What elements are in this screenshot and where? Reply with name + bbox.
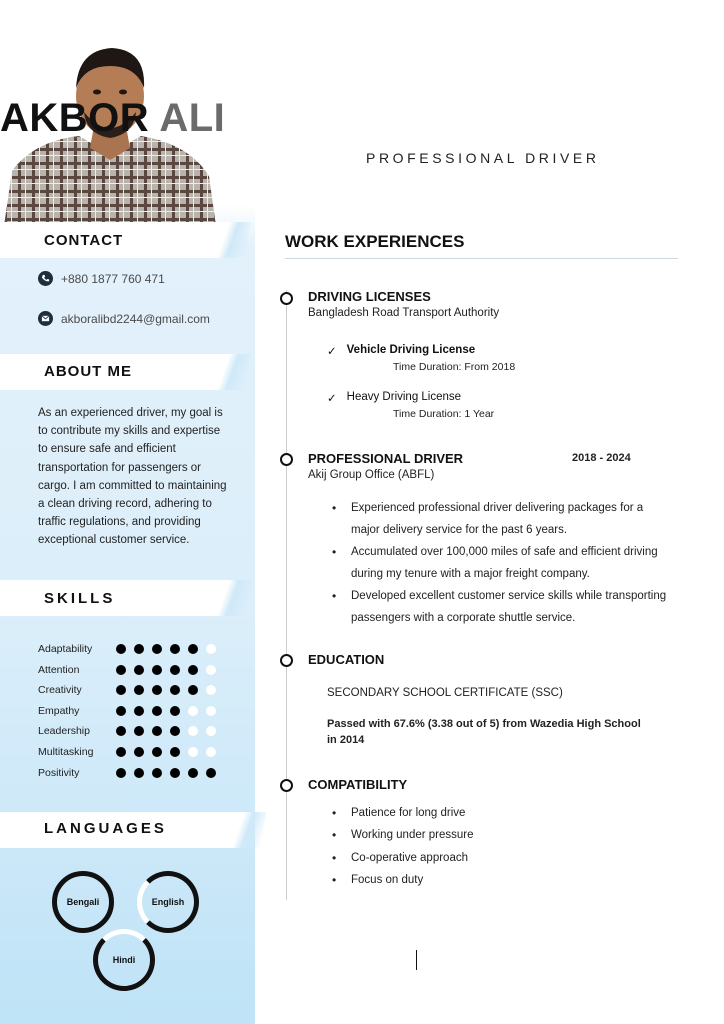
skill-row [38,641,228,657]
list-item: • Focus on duty [329,869,629,891]
education-degree: SECONDARY SCHOOL CERTIFICATE (SSC) [327,687,563,699]
rating-dot-empty [188,726,198,736]
rating-dot-filled [188,685,198,695]
rating-dot-filled [116,685,126,695]
email-address: akboralibd2244@gmail.com [61,311,210,326]
rating-dot-filled [152,726,162,736]
compatibility-heading: COMPATIBILITY [308,777,408,792]
skill-rating [116,665,216,675]
check-icon: ✓ [327,393,337,405]
job-dates: 2018 - 2024 [572,452,631,464]
list-item: • Working under pressure [329,824,629,846]
skill-rating [116,706,216,716]
contact-heading: CONTACT [44,232,124,249]
timeline-marker [280,292,293,305]
skill-row [38,703,228,719]
rating-dot-filled [152,665,162,675]
skill-name: Multitasking [38,746,94,758]
rating-dot-filled [188,768,198,778]
education-year: in 2014 [327,734,365,746]
rating-dot-filled [170,665,180,675]
rating-dot-empty [206,726,216,736]
about-heading: ABOUT ME [44,363,132,380]
job-bullets [329,497,669,629]
rating-dot-empty [188,747,198,757]
job-company: Akij Group Office (ABFL) [308,469,435,481]
skill-name: Leadership [38,725,90,738]
license-name: Vehicle Driving License [346,344,476,356]
languages-heading: LANGUAGES [44,820,167,837]
text-cursor [416,950,417,970]
rating-dot-empty [188,706,198,716]
rating-dot-filled [116,747,126,757]
license-duration: Time Duration: 1 Year [393,408,495,420]
timeline-marker [280,779,293,792]
skill-name: Attention [38,663,80,676]
rating-dot-filled [134,665,144,675]
language-label: Bengali [66,897,100,907]
rating-dot-filled [134,747,144,757]
skill-rating [116,685,216,695]
rating-dot-filled [134,685,144,695]
email-row [38,311,210,326]
license-duration: Time Duration: From 2018 [393,361,516,373]
rating-dot-filled [170,644,180,654]
education-heading: EDUCATION [308,652,385,667]
language-circle-english [137,871,199,933]
check-icon: ✓ [327,346,337,358]
phone-row [38,271,165,286]
rating-dot-filled [134,706,144,716]
language-label: English [151,897,185,907]
rating-dot-filled [116,644,126,654]
divider [285,258,678,259]
rating-dot-empty [206,685,216,695]
skill-row [38,765,228,781]
language-circle-hindi [93,929,155,991]
rating-dot-filled [116,665,126,675]
language-label: Hindi [112,955,136,965]
rating-dot-filled [170,747,180,757]
skill-rating [116,644,216,654]
rating-dot-filled [152,644,162,654]
rating-dot-filled [152,685,162,695]
licenses-heading: DRIVING LICENSES [308,289,431,304]
rating-dot-filled [170,706,180,716]
list-item: • Developed excellent customer service skills while transporting passengers with a corporate shuttle service. [329,585,669,629]
skill-rating [116,726,216,736]
rating-dot-filled [116,706,126,716]
language-circle-bengali [52,871,114,933]
name [0,96,724,141]
list-item: • Patience for long drive [329,802,629,824]
skill-name: Positivity [38,766,80,779]
skill-row [38,662,228,678]
list-item: • Experienced professional driver delivering packages for a major delivery service for the past 6 years. [329,497,669,541]
rating-dot-filled [188,665,198,675]
skill-row [38,723,228,739]
about-text: As an experienced driver, my goal is to contribute my skills and expertise to ensure safe and efficient transportation for passengers or cargo. I am committed to maintaining a clean driving record, adhering to traffic regulations, and providing exceptional customer service. [38,407,227,547]
education-result: Passed with 67.6% (3.38 out of 5) from Wazedia High School [327,718,641,730]
skill-name: Empathy [38,704,80,717]
timeline-line [286,290,287,900]
license-item [327,391,461,405]
skill-row [38,744,228,760]
list-item: • Accumulated over 100,000 miles of safe and efficient driving during my tenure with a major freight company. [329,541,669,585]
rating-dot-filled [188,644,198,654]
rating-dot-filled [206,768,216,778]
rating-dot-filled [134,726,144,736]
timeline-marker [280,453,293,466]
skill-rating [116,768,216,778]
licenses-authority: Bangladesh Road Transport Authority [308,307,500,319]
rating-dot-empty [206,706,216,716]
rating-dot-filled [152,747,162,757]
skills-heading: SKILLS [44,590,116,607]
rating-dot-filled [152,706,162,716]
rating-dot-filled [170,685,180,695]
rating-dot-empty [206,747,216,757]
list-item: • Co-operative approach [329,847,629,869]
license-item [327,344,475,358]
first-name: AKBOR [0,96,150,140]
rating-dot-empty [206,644,216,654]
phone-icon [38,271,53,286]
skill-rating [116,747,216,757]
rating-dot-empty [206,665,216,675]
skill-name: Adaptability [38,643,93,655]
job-title: PROFESSIONAL DRIVER [366,150,600,166]
email-icon [38,311,53,326]
last-name: ALI [159,96,226,140]
rating-dot-filled [134,644,144,654]
timeline-marker [280,654,293,667]
skill-name: Creativity [38,684,82,697]
license-name: Heavy Driving License [346,391,462,403]
compatibility-list [329,802,629,891]
rating-dot-filled [116,726,126,736]
work-experiences-heading: WORK EXPERIENCES [285,232,465,251]
rating-dot-filled [116,768,126,778]
skill-row [38,682,228,698]
phone-number: +880 1877 760 471 [61,271,165,286]
rating-dot-filled [152,768,162,778]
job-heading: PROFESSIONAL DRIVER [308,451,464,466]
rating-dot-filled [170,726,180,736]
rating-dot-filled [170,768,180,778]
rating-dot-filled [134,768,144,778]
